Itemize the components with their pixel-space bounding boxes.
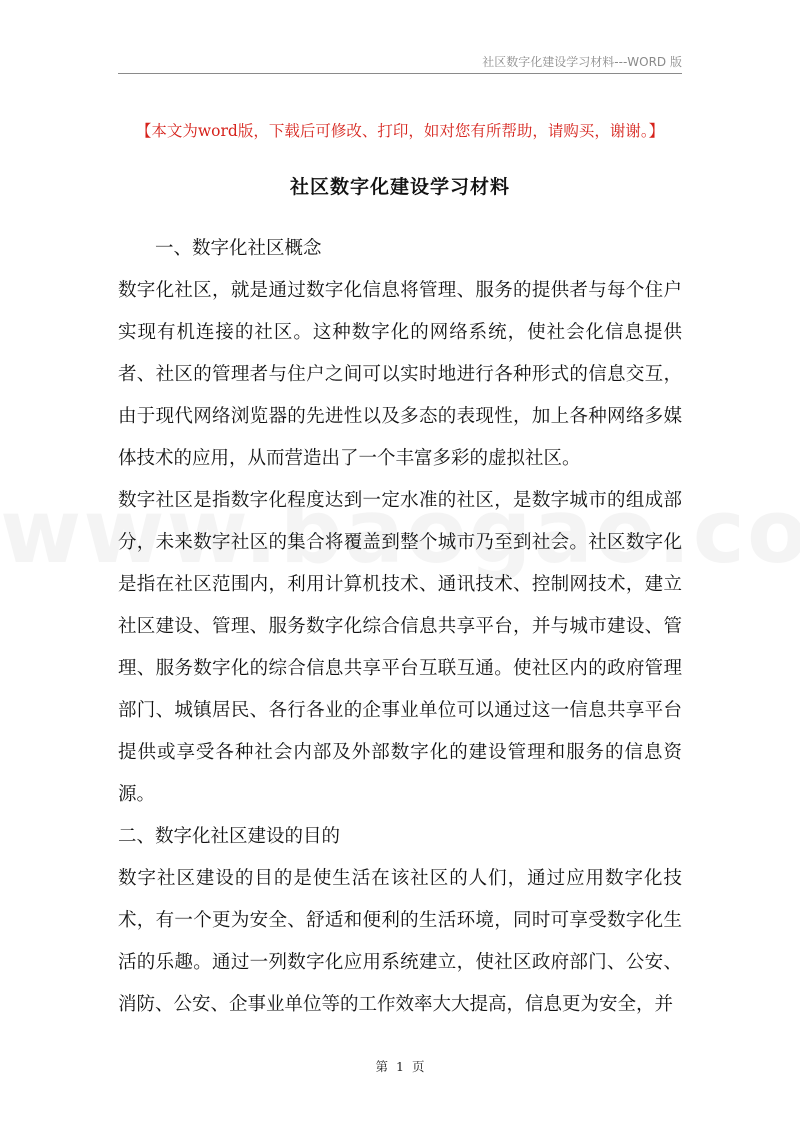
paragraph: 数字化社区，就是通过数字化信息将管理、服务的提供者与每个住户实现有机连接的社区。这种数字化的网络系统，使社会化信息提供者、社区的管理者与住户之间可以实时地进行各种形式的信息交互，由于现代网络浏览器的先进性以及多态的表现性，加上各种网络多媒体技术的应用，从而营造出了一个丰富多彩的虚拟社区。 — [118, 280, 682, 469]
paragraph: 数字社区建设的目的是使生活在该社区的人们，通过应用数字化技术，有一个更为安全、舒适和便利的生活环境，同时可享受数字化生活的乐趣。通过一列数字化应用系统建立，使社区政府部门、公安、消防、公安、企事业单位等的工作效率大大提高，信息更为安全，并 — [118, 868, 682, 1015]
document-body — [118, 228, 682, 1026]
header-divider — [118, 73, 682, 74]
paragraph: 数字社区是指数字化程度达到一定水准的社区，是数字城市的组成部分，未来数字社区的集合将覆盖到整个城市乃至到社会。社区数字化是指在社区范围内，利用计算机技术、通讯技术、控制网技术，建立社区建设、管理、服务数字化综合信息共享平台，并与城市建设、管理、服务数字化的综合信息共享平台互联互通。使社区内的政府管理部门、城镇居民、各行各业的企事业单位可以通过这一信息共享平台提供或享受各种社会内部及外部数字化的建设管理和服务的信息资源。 — [118, 490, 682, 805]
section-heading-2: 二、数字化社区建设的目的 — [118, 826, 341, 847]
page-number: 第 1 页 — [375, 1059, 425, 1074]
section-heading-1: 一、数字化社区概念 — [155, 238, 322, 259]
running-header: 社区数字化建设学习材料---WORD 版 — [482, 55, 682, 69]
purchase-notice: 【本文为word版，下载后可修改、打印，如对您有所帮助，请购买，谢谢。】 — [135, 122, 665, 140]
document-title: 社区数字化建设学习材料 — [289, 176, 510, 198]
